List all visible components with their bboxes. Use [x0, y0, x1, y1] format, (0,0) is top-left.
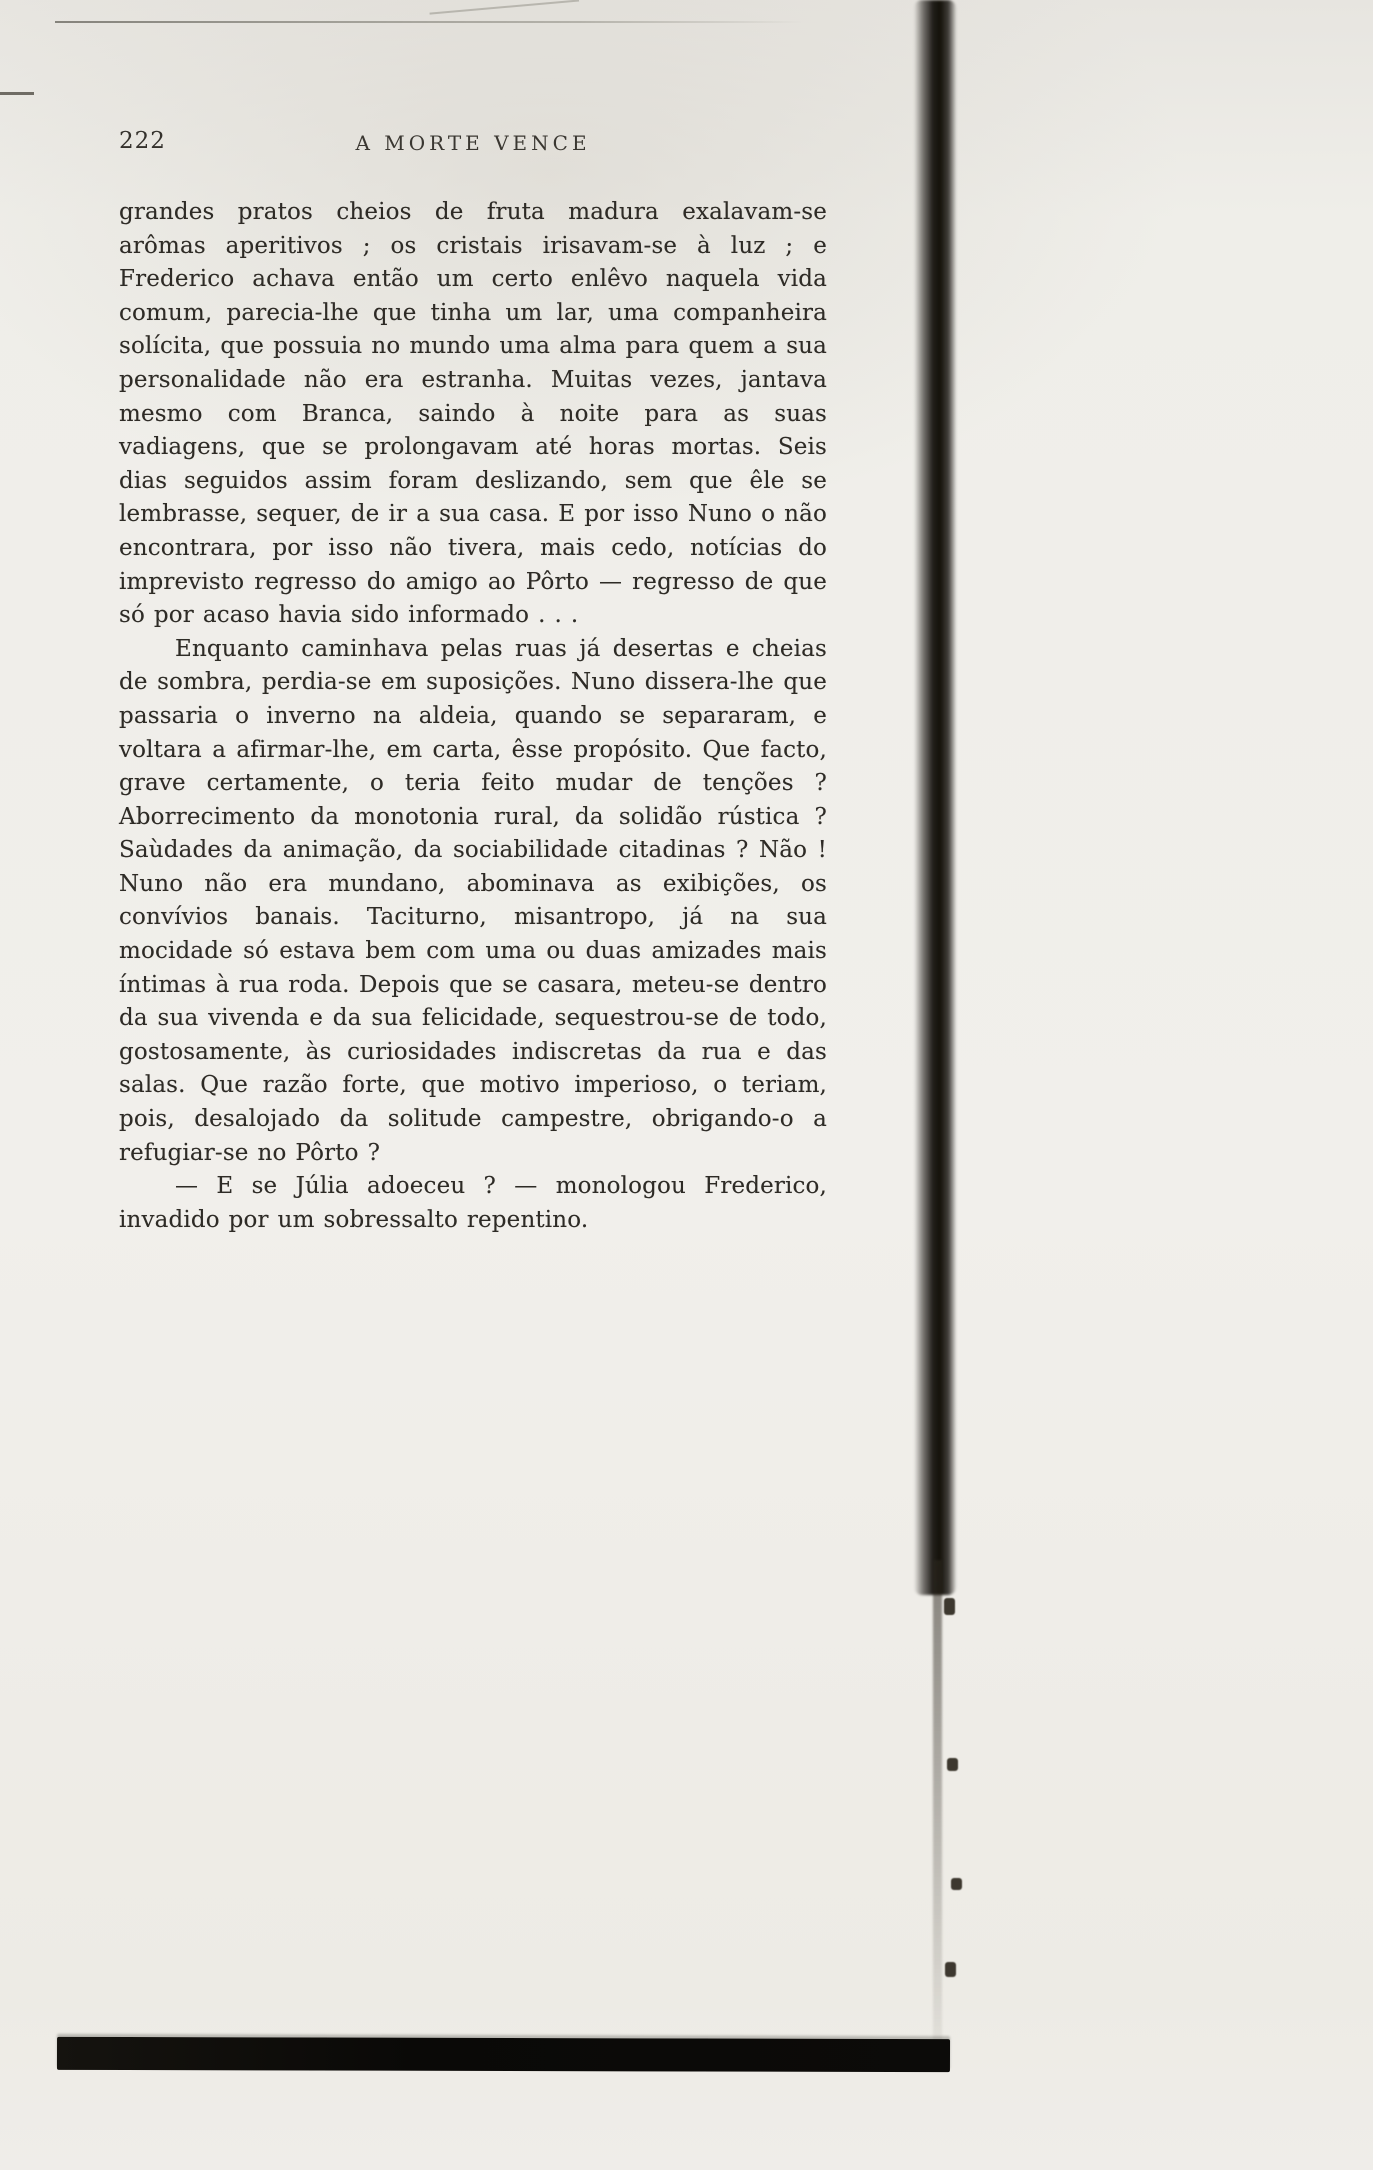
scan-left-margin-mark [0, 92, 34, 95]
scan-edge-mark [951, 1878, 962, 1890]
scan-edge-mark [947, 1758, 958, 1771]
paragraph-dialogue: — E se Júlia adoeceu ? — monologou Frederico, invadido por um sobressalto repentino. [119, 1173, 827, 1233]
running-title: A MORTE VENCE [355, 131, 591, 155]
body-text [119, 196, 827, 1237]
scan-edge-mark [945, 1962, 956, 1977]
book-binding-shadow-tail [933, 1560, 942, 2040]
scan-edge-mark [944, 1598, 955, 1615]
book-binding-shadow [914, 0, 956, 1595]
paragraph-continuation: grandes pratos cheios de fruta madura exalavam-se arômas aperitivos ; os cristais irisavam-se à luz ; e Frederico achava então um certo enlêvo naquela vida comum, parecia-lhe que tinha um lar, uma companheira solícita, que possuia no mundo uma alma para quem a sua personalidade não era estranha. Muitas vezes, jantava mesmo com Branca, saindo à noite para as suas vadiagens, que se prolongavam até horas mortas. Seis dias seguidos assim foram deslizando, sem que êle se lembrasse, sequer, de ir a sua casa. E por isso Nuno o não encontrara, por isso não tivera, mais cedo, notícias do imprevisto regresso do amigo ao Pôrto — regresso de que só por acaso havia sido informado . . . [119, 199, 827, 629]
scan-bottom-edge-bar [57, 2037, 950, 2072]
scan-smudge-artifact [430, 0, 581, 31]
page-header [119, 128, 827, 160]
page-number: 222 [119, 128, 166, 154]
paragraph: Enquanto caminhava pelas ruas já desertas e cheias de sombra, perdia-se em suposições. Nuno dissera-lhe que passaria o inverno na aldeia, quando se separaram, e voltara a afirmar-lhe, em carta, êsse propósito. Que facto, grave certamente, o teria feito mudar de tenções ? Aborrecimento da monotonia rural, da solidão rústica ? Saùdades da animação, da sociabilidade citadinas ? Não ! Nuno não era mundano, abominava as exibições, os convívios banais. Taciturno, misantropo, já na sua mocidade só estava bem com uma ou duas amizades mais íntimas à rua roda. Depois que se casara, meteu-se dentro da sua vivenda e da sua felicidade, sequestrou-se de todo, gostosamente, às curiosidades indiscretas da rua e das salas. Que razão forte, que motivo imperioso, o teriam, pois, desalojado da solitude campestre, obrigando-o a refugiar-se no Pôrto ? [119, 635, 827, 1166]
scan-top-edge-artifact [55, 21, 803, 23]
